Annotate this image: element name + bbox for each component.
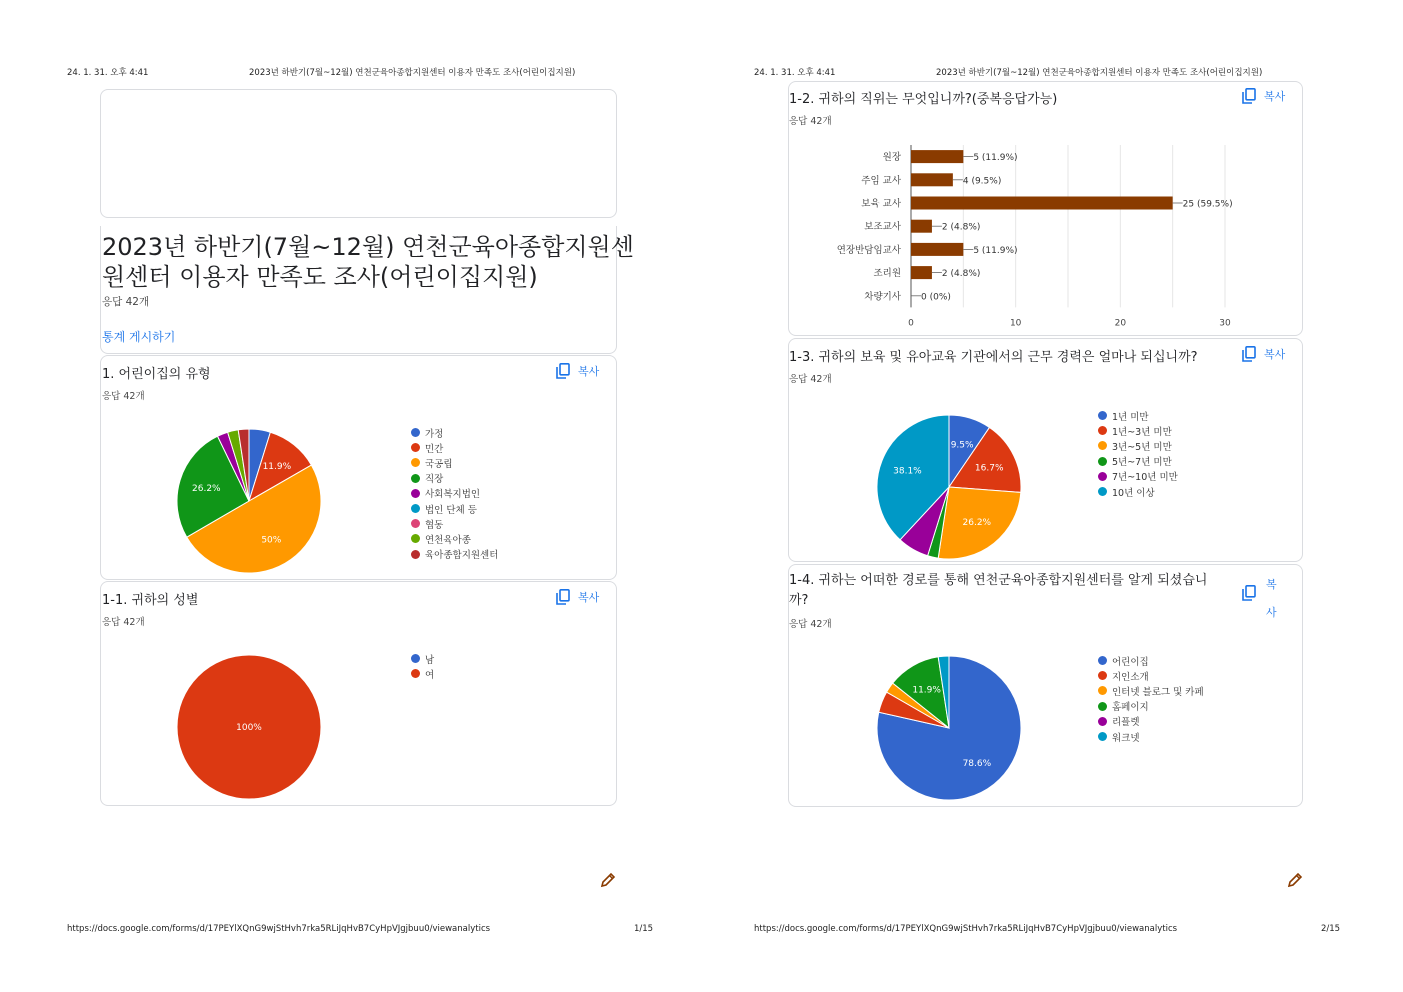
- legend-item: [1098, 438, 1178, 453]
- copy-button[interactable]: [556, 363, 599, 379]
- x-tick-label: 30: [1219, 318, 1231, 327]
- legend-item: [1098, 423, 1178, 438]
- pie-data-label: 78.6%: [962, 758, 992, 769]
- response-count: 응답 42개: [102, 617, 145, 628]
- copy-icon: [556, 363, 570, 379]
- page-header-title: 2023년 하반기(7월~12월) 연천군육아종합지원센터 이용자 만족도 조사(어린이집지원): [249, 68, 576, 78]
- page-header-title: 2023년 하반기(7월~12월) 연천군육아종합지원센터 이용자 만족도 조사(어린이집지원): [936, 68, 1263, 78]
- legend-swatch: [411, 443, 420, 452]
- legend-swatch: [411, 428, 420, 437]
- legend-label: 여: [425, 669, 435, 681]
- legend-swatch: [1098, 656, 1107, 665]
- legend-item: [411, 455, 498, 470]
- header-image-card: [100, 89, 617, 218]
- legend-label: 리플렛: [1112, 717, 1140, 729]
- legend-q1: [411, 425, 498, 562]
- page-1: [0, 0, 690, 992]
- pie-data-label: 16.7%: [974, 463, 1004, 474]
- copy-button[interactable]: [1242, 571, 1277, 627]
- legend-item: [411, 516, 498, 531]
- pie-chart-q1-3: [859, 407, 1039, 567]
- copy-label: 복사: [1264, 90, 1286, 103]
- response-count: 응답 42개: [789, 619, 832, 630]
- legend-item: [411, 486, 498, 501]
- x-tick-label: 0: [908, 318, 914, 327]
- legend-label: 남: [425, 654, 435, 666]
- legend-item: [411, 425, 498, 440]
- legend-swatch: [411, 504, 420, 513]
- legend-label: 연천육아종: [425, 534, 471, 546]
- form-summary-card: [100, 226, 634, 354]
- legend-item: [411, 531, 498, 546]
- legend-label: 협동: [425, 519, 444, 531]
- question-card-q1-4: [788, 564, 1303, 807]
- bar-item-2: [911, 197, 1173, 210]
- legend-swatch: [411, 474, 420, 483]
- y-category-label: 차량기사: [864, 291, 901, 303]
- legend-label: 민간: [425, 443, 444, 455]
- copy-icon: [1242, 346, 1256, 362]
- legend-swatch: [411, 534, 420, 543]
- x-tick-label: 20: [1114, 318, 1127, 327]
- legend-item: [1098, 668, 1204, 683]
- legend-swatch: [1098, 457, 1107, 466]
- pie-data-label: 11.9%: [262, 462, 292, 473]
- copy-label: 복사: [578, 365, 600, 378]
- copy-button[interactable]: [1242, 88, 1285, 104]
- legend-label: 7년~10년 미만: [1112, 472, 1178, 484]
- legend-swatch: [1098, 732, 1107, 741]
- bar-data-label: 0 (0%): [921, 292, 951, 303]
- question-title: 1-2. 귀하의 직위는 무엇입니까?(중복응답가능): [789, 92, 1058, 107]
- question-card-q1: [100, 355, 617, 580]
- legend-item: [1098, 454, 1178, 469]
- publish-analytics-link[interactable]: 통계 게시하기: [102, 330, 176, 344]
- legend-swatch: [411, 550, 420, 559]
- bar-data-label: 2 (4.8%): [941, 269, 981, 280]
- legend-label: 워크넷: [1112, 732, 1140, 744]
- y-category-label: 원장: [882, 152, 901, 164]
- page-number: 1/15: [634, 924, 654, 934]
- legend-item: [1098, 408, 1178, 423]
- question-card-q1-2: [788, 81, 1303, 336]
- y-category-label: 연장반담임교사: [836, 244, 901, 256]
- legend-swatch: [1098, 686, 1107, 695]
- question-title: 1-1. 귀하의 성별: [102, 593, 199, 608]
- legend-item: [1098, 699, 1204, 714]
- pie-chart-q1: [159, 421, 339, 581]
- legend-swatch: [411, 669, 420, 678]
- y-category-label: 조리원: [873, 268, 901, 280]
- legend-swatch: [411, 489, 420, 498]
- copy-icon: [1242, 585, 1256, 601]
- question-title: 1-3. 귀하의 보육 및 유아교육 기관에서의 근무 경력은 얼마나 되십니까?: [789, 350, 1198, 365]
- legend-item: [1098, 729, 1204, 744]
- legend-swatch: [1098, 411, 1107, 420]
- bar-item-0: [911, 150, 963, 163]
- legend-item: [411, 471, 498, 486]
- legend-swatch: [1098, 717, 1107, 726]
- pie-chart-q1-4: [859, 648, 1039, 808]
- form-title: 2023년 하반기(7월~12월) 연천군육아종합지원센 원센터 이용자 만족도 조사(어린이집지원): [102, 233, 634, 291]
- pie-data-label: 50%: [261, 535, 282, 546]
- bar-item-1: [911, 173, 953, 186]
- legend-item: [1098, 714, 1204, 729]
- legend-swatch: [1098, 702, 1107, 711]
- legend-swatch: [411, 654, 420, 663]
- legend-label: 국공립: [425, 458, 453, 470]
- legend-item: [1098, 484, 1178, 499]
- pie-data-label: 26.2%: [962, 517, 992, 528]
- legend-label: 홈페이지: [1112, 702, 1149, 714]
- legend-label: 3년~5년 미만: [1112, 441, 1172, 453]
- page-header-date: 24. 1. 31. 오후 4:41: [67, 68, 149, 78]
- page-footer-url: https://docs.google.com/forms/d/17PEYlXQnG9wjStHvh7rka5RLiJqHvB7CyHpVJgjbuu0/viewanalytics: [754, 924, 1178, 934]
- y-category-label: 주임 교사: [861, 175, 901, 187]
- x-tick-label: 10: [1009, 318, 1022, 327]
- response-count: 응답 42개: [789, 374, 832, 385]
- bar-data-label: 5 (11.9%): [973, 245, 1018, 256]
- pencil-icon[interactable]: [1286, 871, 1304, 889]
- legend-label: 육아종합지원센터: [425, 550, 499, 562]
- legend-label: 어린이집: [1112, 656, 1149, 668]
- page-footer-url: https://docs.google.com/forms/d/17PEYlXQnG9wjStHvh7rka5RLiJqHvB7CyHpVJgjbuu0/viewanalytics: [67, 924, 491, 934]
- bar-data-label: 4 (9.5%): [962, 176, 1002, 187]
- legend-item: [411, 651, 434, 666]
- page-number: 2/15: [1321, 924, 1341, 934]
- question-title: 1. 어린이집의 유형: [102, 367, 211, 382]
- legend-label: 1년 미만: [1112, 411, 1149, 423]
- legend-item: [1098, 653, 1204, 668]
- legend-q1-4: [1098, 653, 1204, 744]
- legend-item: [411, 547, 498, 562]
- bar-item-4: [911, 243, 963, 256]
- legend-item: [1098, 683, 1204, 698]
- legend-label: 10년 이상: [1112, 487, 1155, 499]
- bar-data-label: 5 (11.9%): [973, 153, 1018, 164]
- bar-item-5: [911, 266, 932, 279]
- legend-swatch: [1098, 441, 1107, 450]
- legend-swatch: [1098, 487, 1107, 496]
- bar-data-label: 25 (59.5%): [1182, 199, 1233, 210]
- response-count: 응답 42개: [789, 116, 832, 127]
- pie-data-label: 26.2%: [192, 483, 221, 494]
- legend-q1-1: [411, 651, 434, 681]
- pie-data-label: 38.1%: [893, 466, 922, 477]
- legend-label: 5년~7년 미만: [1112, 457, 1172, 469]
- legend-swatch: [1098, 426, 1107, 435]
- pie-data-label: 9.5%: [950, 440, 974, 451]
- bar-item-3: [911, 220, 932, 233]
- question-card-q1-3: [788, 338, 1303, 562]
- legend-label: 1년~3년 미만: [1112, 426, 1172, 438]
- response-count: 응답 42개: [102, 391, 145, 402]
- pie-data-label: 11.9%: [912, 685, 941, 696]
- legend-label: 직장: [425, 474, 444, 486]
- legend-item: [1098, 469, 1178, 484]
- legend-label: 지인소개: [1112, 671, 1149, 683]
- copy-icon: [556, 589, 570, 605]
- copy-button[interactable]: [556, 589, 599, 605]
- bar-chart-q1-2: [789, 137, 1299, 327]
- legend-label: 법인 단체 등: [425, 504, 477, 516]
- legend-item: [411, 501, 498, 516]
- legend-swatch: [1098, 472, 1107, 481]
- legend-q1-3: [1098, 408, 1178, 499]
- pie-chart-q1-1: [159, 647, 339, 807]
- form-response-count: 응답 42개: [102, 296, 150, 308]
- legend-swatch: [411, 458, 420, 467]
- bar-data-label: 2 (4.8%): [941, 222, 981, 233]
- page-2: [687, 0, 1377, 992]
- pie-data-label: 100%: [236, 723, 262, 733]
- y-category-label: 보조교사: [864, 221, 901, 233]
- copy-label: 복 사: [1266, 578, 1277, 619]
- legend-label: 인터넷 블로그 및 카페: [1112, 686, 1204, 698]
- copy-label: 복사: [578, 591, 600, 604]
- legend-label: 가정: [425, 428, 444, 440]
- question-title: 1-4. 귀하는 어떠한 경로를 통해 연천군육아종합지원센터를 알게 되셨습니 까?: [789, 573, 1208, 608]
- legend-item: [411, 440, 498, 455]
- question-card-q1-1: [100, 581, 617, 806]
- legend-label: 사회복지법인: [425, 489, 481, 501]
- legend-swatch: [1098, 671, 1107, 680]
- legend-swatch: [411, 519, 420, 528]
- copy-label: 복사: [1264, 348, 1286, 361]
- pencil-icon[interactable]: [599, 871, 617, 889]
- legend-item: [411, 666, 434, 681]
- y-category-label: 보육 교사: [861, 198, 901, 210]
- copy-button[interactable]: [1242, 346, 1285, 362]
- copy-icon: [1242, 88, 1256, 104]
- page-header-date: 24. 1. 31. 오후 4:41: [754, 68, 836, 78]
